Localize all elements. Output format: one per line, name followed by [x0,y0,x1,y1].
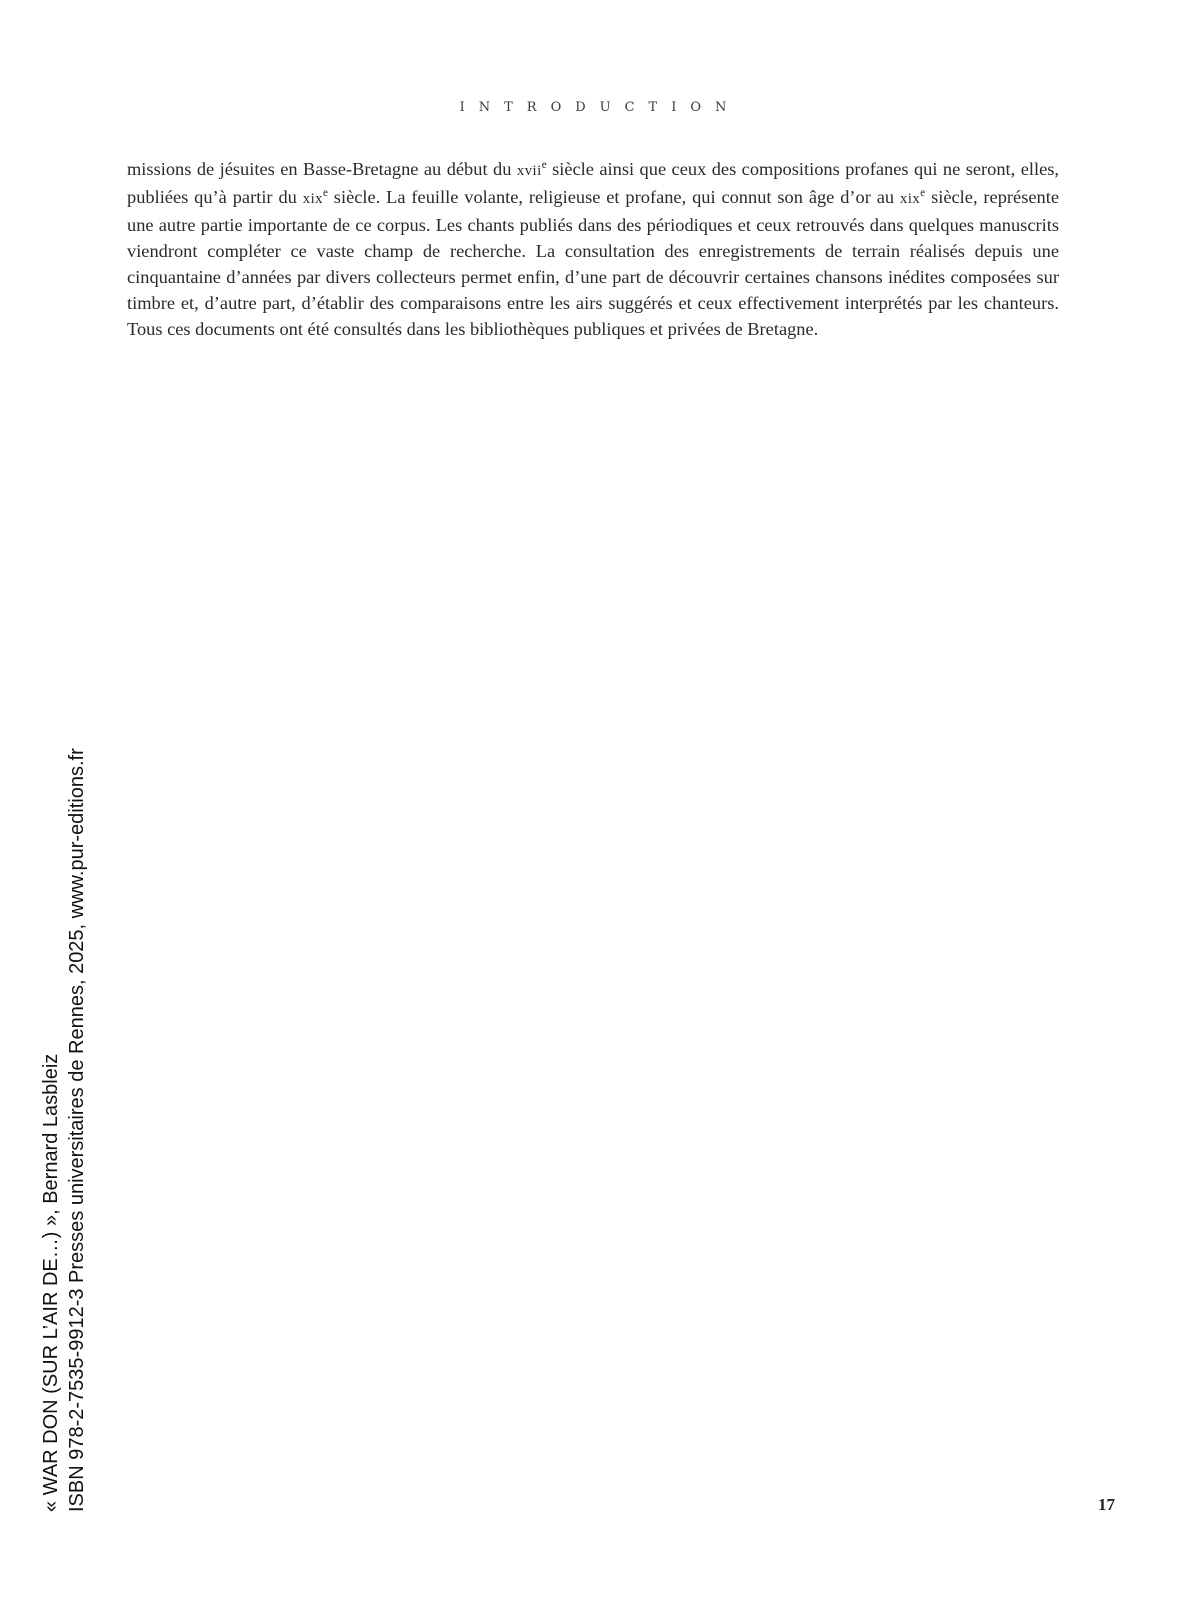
side-note-isbn-line: ISBN 978-2-7535-9912-3 Presses universitaires de Rennes, 2025, www.pur-editions.fr [66,748,88,1512]
century-numeral: xix [302,191,324,207]
body-paragraph [127,156,1059,342]
running-header: INTRODUCTION [459,100,741,115]
century-numeral: xix [900,191,921,207]
century-numeral: xvii [516,163,542,179]
superscript: e [541,158,547,171]
text-segment: siècle, représente une autre partie importante de ce corpus. Les chants publiés dans des périodiques et ceux retrouvés dans quelques manuscrits viendront compléter ce vaste champ de recherche. La consultation des enregistrements de terrain réalisés depuis une cinquantaine d’années par divers collecteurs permet enfin, d’une part de découvrir certaines chansons inédites composées sur timbre et, d’autre part, d’établir des comparaisons entre les airs suggérés et ceux effectivement interprétés par les chanteurs. Tous ces documents ont été consultés dans les bibliothèques publiques et privées de Bretagne. [127,187,1059,339]
page-number: 17 [1098,1495,1115,1514]
copyright-side-note [38,748,90,1512]
superscript: e [323,186,328,199]
side-note-title-line: « WAR DON (SUR L’AIR DE…) », Bernard Lasbleiz [40,1053,62,1512]
superscript: e [920,186,926,199]
text-segment: missions de jésuites en Basse-Bretagne au début du [127,159,517,179]
text-segment: siècle ainsi que ceux des compositions profanes qui ne seront, elles, publiées qu’à partir du [127,159,1059,207]
text-segment: siècle. La feuille volante, religieuse et profane, qui connut son âge d’or au [327,187,900,207]
